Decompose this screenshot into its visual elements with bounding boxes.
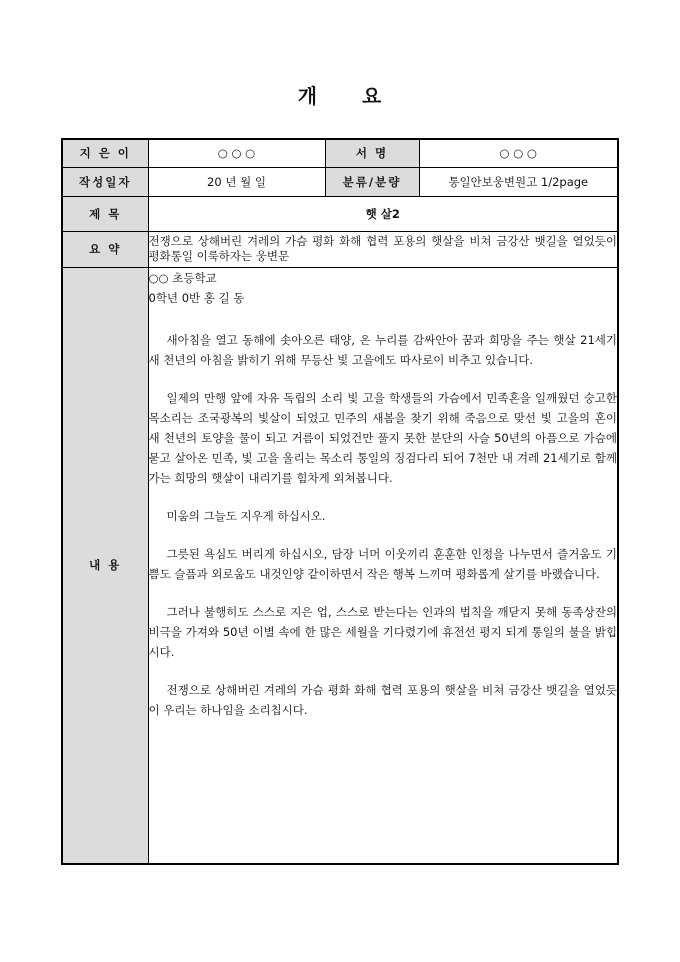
category-label: 분류/분량: [325, 167, 419, 196]
student-name: 0학년 0반 홍 길 동: [148, 290, 245, 305]
paragraph: 전쟁으로 상해버린 겨레의 가슴 평화 화해 협력 포용의 햇살을 비쳐 금강산 뱃길을 열었듯이 우리는 하나임을 소리칩시다.: [148, 682, 617, 717]
date-row: [62, 167, 618, 196]
summary-value: 전쟁으로 상해버린 겨레의 가슴 평화 화해 협력 포용의 햇살을 비쳐 금강산 뱃길을 열었듯이 평화통일 이룩하자는 웅변문: [148, 231, 618, 267]
name-label: 서 명: [325, 139, 419, 167]
paragraph: 미움의 그늘도 지우게 하십시오.: [166, 508, 326, 523]
page-title-part1: 개: [297, 84, 319, 108]
name-value: ○ ○ ○: [419, 139, 618, 167]
paragraph: 그릇된 욕심도 버리게 하십시오, 담장 너머 이웃끼리 훈훈한 인정을 나누면서 즐거움도 기쁨도 슬픔과 외로움도 내것인양 같이하면서 작은 행복 느끼며 평화롭게 살기를 바랬습니다.: [148, 546, 617, 581]
summary-label: 요 약: [62, 231, 148, 267]
subject-value: 햇 살2: [148, 196, 618, 231]
speech-text: [149, 268, 618, 720]
content-label: 내 용: [62, 267, 148, 864]
page-title-part2: 요: [361, 84, 383, 108]
page-title: [0, 80, 680, 109]
overview-form-table: [61, 138, 619, 865]
date-value: 20 년 월 일: [148, 167, 325, 196]
subject-row: [62, 196, 618, 231]
author-value: ○ ○ ○: [148, 139, 325, 167]
subject-label: 제 목: [62, 196, 148, 231]
summary-row: [62, 231, 618, 267]
date-label: 작성일자: [62, 167, 148, 196]
author-row: [62, 139, 618, 167]
content-row: [62, 267, 618, 864]
paragraph: 새아침을 열고 동해에 솟아오른 태양, 온 누리를 감싸안아 꿈과 희망을 주는 햇살 21세기 새 천년의 아침을 밝히기 위해 무등산 빛 고을에도 따사로이 비추고 있습니다.: [148, 332, 617, 367]
paragraph: 일제의 만행 앞에 자유 독립의 소리 빛 고을 학생들의 가슴에서 민족혼을 일깨웠던 숭고한 목소리는 조국광복의 빛살이 되었고 민주의 새봄을 찾기 위해 죽음으로 맞선 빛 고을의 혼이 새 천년의 토양을 물이 되고 거름이 되었건만 풀지 못한 분단의 사슬 50년의 아픔으로 가슴에 묻고 살아온 민족, 빛 고을 울리는 목소리 통일의 징검다리 되어 7천만 내 겨레 21세기로 함께 가는 희망의 햇살이 내리기를 힘차게 외쳐봅니다.: [148, 390, 617, 485]
author-label: 지 은 이: [62, 139, 148, 167]
paragraph: 그러나 불행히도 스스로 지은 업, 스스로 받는다는 인과의 법칙을 깨닫지 못해 동족상잔의 비극을 가져와 50년 이별 속에 한 많은 세월을 기다렸기에 휴전선 평지 되게 통일의 불을 밝힙시다.: [148, 604, 617, 659]
category-value: 통일안보웅변원고 1/2page: [419, 167, 618, 196]
content-body: [148, 267, 618, 864]
school-name: ○○ 초등학교: [148, 270, 217, 285]
